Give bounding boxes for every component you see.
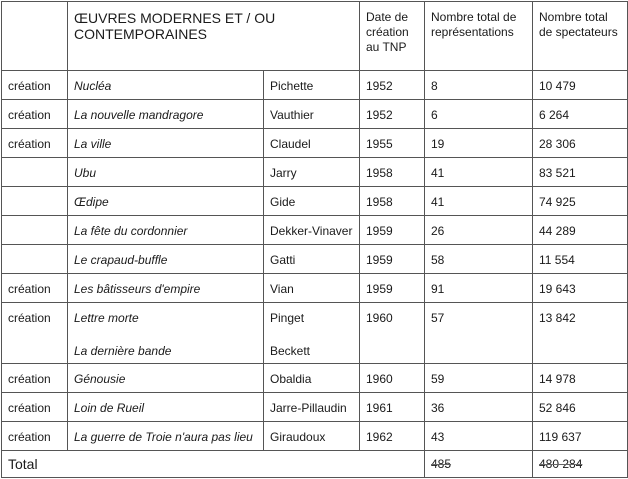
year-cell: 1959 (360, 216, 425, 245)
performances-cell: 91 (425, 274, 533, 303)
spectators-cell: 10 479 (533, 71, 628, 100)
title-cell: Les bâtisseurs d'empire (68, 274, 264, 303)
title-cell: La guerre de Troie n'aura pas lieu (68, 422, 264, 451)
table-row (2, 303, 628, 364)
spectators-cell: 74 925 (533, 187, 628, 216)
table-row (2, 393, 628, 422)
table-row (2, 129, 628, 158)
performances-cell: 43 (425, 422, 533, 451)
spectators-cell: 14 978 (533, 364, 628, 393)
header-performances: Nombre total de représentations (425, 2, 533, 71)
performances-cell: 41 (425, 187, 533, 216)
performances-cell: 41 (425, 158, 533, 187)
performances-cell: 8 (425, 71, 533, 100)
performances-cell: 19 (425, 129, 533, 158)
year-cell: 1960 (360, 303, 425, 364)
author-cell: Jarry (264, 158, 360, 187)
year-cell: 1952 (360, 71, 425, 100)
author-cell: Dekker-Vinaver (264, 216, 360, 245)
spectators-cell: 13 842 (533, 303, 628, 364)
year-cell: 1960 (360, 364, 425, 393)
status-cell (2, 187, 68, 216)
year-cell: 1962 (360, 422, 425, 451)
header-spectators: Nombre total de spectateurs (533, 2, 628, 71)
author-cell: Obaldia (264, 364, 360, 393)
table-row (2, 71, 628, 100)
year-cell: 1958 (360, 187, 425, 216)
author-cell: Gide (264, 187, 360, 216)
author-cell: Giraudoux (264, 422, 360, 451)
title-cell: La fête du cordonnier (68, 216, 264, 245)
author-cell: Vian (264, 274, 360, 303)
author-cell (264, 303, 360, 364)
table-row (2, 100, 628, 129)
author-line: Beckett (270, 344, 311, 358)
year-cell: 1959 (360, 245, 425, 274)
spectators-cell: 52 846 (533, 393, 628, 422)
title-cell: Génousie (68, 364, 264, 393)
total-performances: 485 (425, 451, 533, 478)
author-line: Pinget (270, 311, 305, 325)
performances-cell: 26 (425, 216, 533, 245)
performances-cell: 36 (425, 393, 533, 422)
header-empty-cell (2, 2, 68, 71)
status-cell (2, 158, 68, 187)
total-spectators: 480 284 (533, 451, 628, 478)
table-row (2, 216, 628, 245)
title-cell: La ville (68, 129, 264, 158)
status-cell (2, 245, 68, 274)
year-cell: 1958 (360, 158, 425, 187)
title-line: Lettre morte (74, 311, 139, 325)
status-cell: création (2, 71, 68, 100)
status-cell (2, 216, 68, 245)
title-cell: Ubu (68, 158, 264, 187)
status-cell: création (2, 274, 68, 303)
spectators-cell: 28 306 (533, 129, 628, 158)
author-cell: Gatti (264, 245, 360, 274)
total-label: Total (2, 451, 425, 478)
author-cell: Jarre-Pillaudin (264, 393, 360, 422)
year-cell: 1961 (360, 393, 425, 422)
table-row (2, 364, 628, 393)
spectators-cell: 6 264 (533, 100, 628, 129)
header-work-title: ŒUVRES MODERNES ET / OU CONTEMPORAINES (68, 2, 360, 71)
status-cell: création (2, 303, 68, 364)
year-cell: 1955 (360, 129, 425, 158)
title-cell: Loin de Rueil (68, 393, 264, 422)
title-cell: Le crapaud-buffle (68, 245, 264, 274)
author-cell: Vauthier (264, 100, 360, 129)
author-cell: Pichette (264, 71, 360, 100)
status-cell: création (2, 422, 68, 451)
title-cell: Œdipe (68, 187, 264, 216)
performances-cell: 57 (425, 303, 533, 364)
status-cell: création (2, 100, 68, 129)
performances-cell: 6 (425, 100, 533, 129)
table-row (2, 422, 628, 451)
author-cell: Claudel (264, 129, 360, 158)
spectators-cell: 119 637 (533, 422, 628, 451)
year-cell: 1952 (360, 100, 425, 129)
status-cell: création (2, 129, 68, 158)
year-cell: 1959 (360, 274, 425, 303)
title-cell: Nucléa (68, 71, 264, 100)
performance-table (1, 1, 628, 478)
status-cell: création (2, 393, 68, 422)
spectators-cell: 19 643 (533, 274, 628, 303)
status-cell: création (2, 364, 68, 393)
performances-cell: 59 (425, 364, 533, 393)
table-row (2, 274, 628, 303)
spectators-cell: 11 554 (533, 245, 628, 274)
table-row (2, 158, 628, 187)
header-date: Date de création au TNP (360, 2, 425, 71)
title-cell: La nouvelle mandragore (68, 100, 264, 129)
title-cell (68, 303, 264, 364)
spectators-cell: 83 521 (533, 158, 628, 187)
table-row (2, 187, 628, 216)
table-header-row (2, 2, 628, 71)
spectators-cell: 44 289 (533, 216, 628, 245)
title-line: La dernière bande (74, 344, 172, 358)
table-row (2, 245, 628, 274)
performances-cell: 58 (425, 245, 533, 274)
total-row (2, 451, 628, 478)
